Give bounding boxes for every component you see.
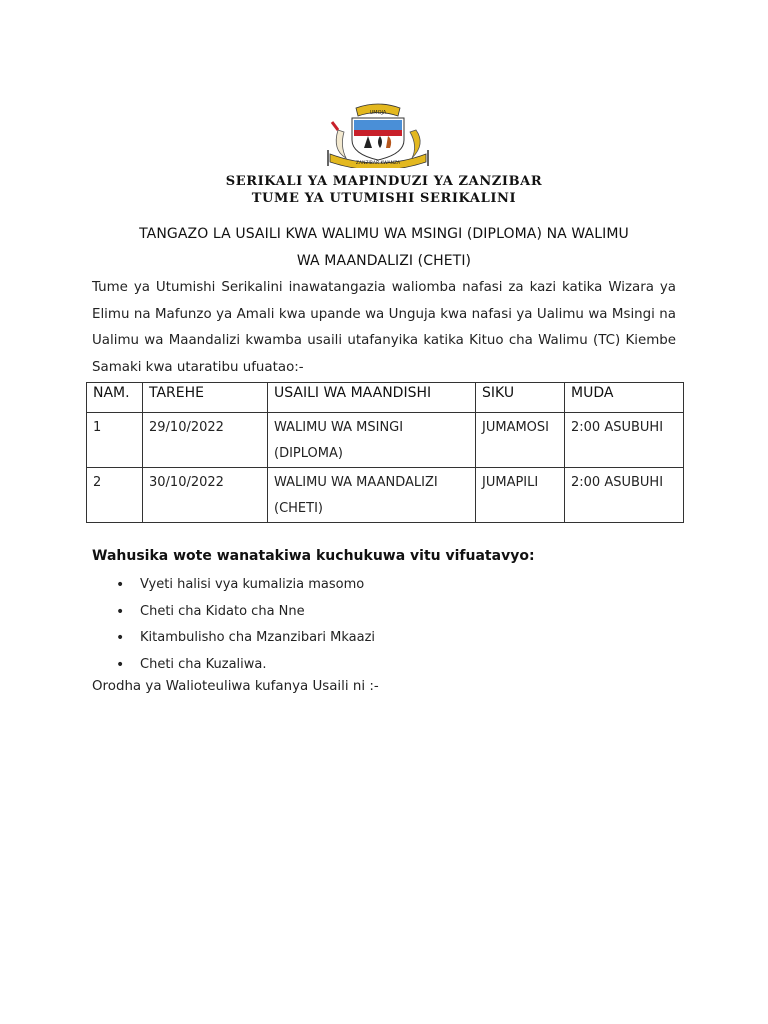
closing-line: Orodha ya Walioteuliwa kufanya Usaili ni :-: [92, 679, 379, 694]
bullet-icon: •: [116, 630, 125, 646]
cell-number: 1: [87, 413, 143, 468]
column-header-date: TAREHE: [143, 383, 268, 413]
cell-exam: WALIMU WA MSINGI (DIPLOMA): [268, 413, 476, 468]
list-item: [92, 652, 652, 679]
list-item-text: Cheti cha Kidato cha Nne: [140, 603, 305, 619]
cell-day: JUMAPILI: [476, 468, 565, 523]
table-row: [87, 413, 684, 468]
list-item-text: Vyeti halisi vya kumalizia masomo: [140, 577, 365, 592]
list-item-text: Kitambulisho cha Mzanzibari Mkaazi: [140, 630, 376, 645]
list-item: [92, 599, 652, 626]
column-header-exam: USAILI WA MAANDISHI: [268, 383, 476, 413]
cell-exam: WALIMU WA MAANDALIZI (CHETI): [268, 468, 476, 523]
cell-time: 2:00 ASUBUHI: [565, 468, 684, 523]
requirements-list: [92, 572, 652, 678]
interview-schedule-table: [86, 382, 684, 523]
table-row: [87, 468, 684, 523]
bullet-icon: •: [116, 577, 125, 593]
list-item: [92, 625, 652, 652]
bullet-icon: •: [116, 603, 125, 620]
intro-paragraph: Tume ya Utumishi Serikalini inawatangazia waliomba nafasi za kazi katika Wizara ya Elimu na Mafunzo ya Amali kwa upande wa Unguja kwa nafasi ya Ualimu wa Msingi na Ualimu wa Maandalizi kwamba usaili utafanyika katika Kituo cha Walimu (TC) Kiembe Samaki kwa utaratibu ufuatao:-: [92, 280, 676, 375]
list-item: [92, 572, 652, 599]
announcement-title-line-2: WA MAANDALIZI (CHETI): [296, 253, 472, 269]
column-header-number: NAM.: [87, 383, 143, 413]
cell-number: 2: [87, 468, 143, 523]
requirements-heading: Wahusika wote wanatakiwa kuchukuwa vitu vifuatavyo:: [92, 548, 535, 564]
table-header-row: [87, 383, 684, 413]
column-header-time: MUDA: [565, 383, 684, 413]
cell-day: JUMAMOSI: [476, 413, 565, 468]
cell-date: 30/10/2022: [143, 468, 268, 523]
announcement-title-line-1: TANGAZO LA USAILI KWA WALIMU WA MSINGI (DIPLOMA) NA WALIMU: [139, 226, 629, 242]
government-name: SERIKALI YA MAPINDUZI YA ZANZIBAR: [225, 174, 543, 189]
list-item-text: Cheti cha Kuzaliwa.: [140, 656, 267, 672]
cell-date: 29/10/2022: [143, 413, 268, 468]
commission-name: TUME YA UTUMISHI SERIKALINI: [251, 191, 517, 206]
svg-text:UMOJA: UMOJA: [369, 110, 387, 116]
cell-time: 2:00 ASUBUHI: [565, 413, 684, 468]
svg-text:ZANZIBAR KWANZA: ZANZIBAR KWANZA: [355, 161, 401, 166]
zanzibar-coat-of-arms-emblem: [322, 100, 434, 168]
bullet-icon: •: [116, 656, 125, 673]
column-header-day: SIKU: [476, 383, 565, 413]
